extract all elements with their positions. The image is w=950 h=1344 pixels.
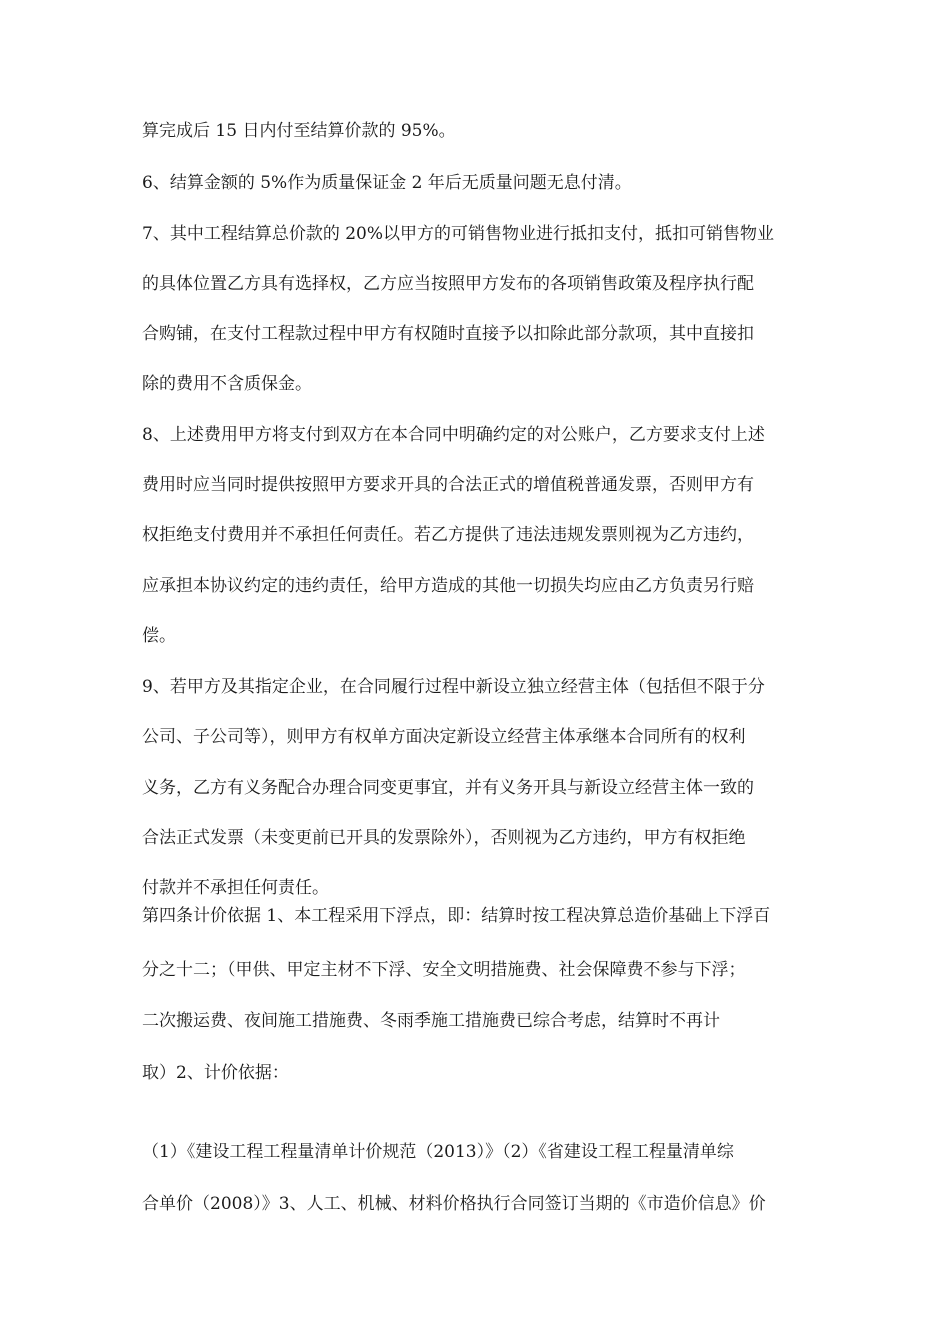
text-line: 7、其中工程结算总价款的 20%以甲方的可销售物业进行抵扣支付，抵扣可销售物业 xyxy=(142,224,775,244)
text-line: 费用时应当同时提供按照甲方要求开具的合法正式的增值税普通发票，否则甲方有 xyxy=(142,475,754,495)
text-line: 合单价（2008）》3、人工、机械、材料价格执行合同签订当期的《市造价信息》价 xyxy=(142,1194,766,1214)
text-line: 应承担本协议约定的违约责任，给甲方造成的其他一切损失均应由乙方负责另行赔 xyxy=(142,576,754,596)
text-line: 取）2、计价依据： xyxy=(142,1063,289,1083)
text-line: 8、上述费用甲方将支付到双方在本合同中明确约定的对公账户，乙方要求支付上述 xyxy=(142,425,765,445)
text-line: 权拒绝支付费用并不承担任何责任。若乙方提供了违法违规发票则视为乙方违约， xyxy=(142,525,754,545)
text-line: 公司、子公司等），则甲方有权单方面决定新设立经营主体承继本合同所有的权利 xyxy=(142,727,746,747)
text-line: 义务，乙方有义务配合办理合同变更事宜，并有义务开具与新设立经营主体一致的 xyxy=(142,778,754,798)
text-line: 第四条计价依据 1、本工程采用下浮点，即：结算时按工程决算总造价基础上下浮百 xyxy=(142,906,771,926)
text-line: 除的费用不含质保金。 xyxy=(142,374,312,394)
text-line: 6、结算金额的 5%作为质量保证金 2 年后无质量问题无息付清。 xyxy=(142,173,632,193)
text-line: 合购铺，在支付工程款过程中甲方有权随时直接予以扣除此部分款项，其中直接扣 xyxy=(142,324,754,344)
text-line: （1）《建设工程工程量清单计价规范（2013）》（2）《省建设工程工程量清单综 xyxy=(142,1142,734,1162)
text-line: 算完成后 15 日内付至结算价款的 95%。 xyxy=(142,121,456,141)
text-line: 付款并不承担任何责任。 xyxy=(142,878,329,898)
text-line: 分之十二；（甲供、甲定主材不下浮、安全文明措施费、社会保障费不参与下浮； xyxy=(142,960,746,980)
text-line: 的具体位置乙方具有选择权，乙方应当按照甲方发布的各项销售政策及程序执行配 xyxy=(142,274,754,294)
text-line: 9、若甲方及其指定企业，在合同履行过程中新设立独立经营主体（包括但不限于分 xyxy=(142,677,765,697)
text-line: 合法正式发票（未变更前已开具的发票除外），否则视为乙方违约，甲方有权拒绝 xyxy=(142,828,746,848)
text-line: 二次搬运费、夜间施工措施费、冬雨季施工措施费已综合考虑，结算时不再计 xyxy=(142,1011,720,1031)
text-line: 偿。 xyxy=(142,626,176,646)
